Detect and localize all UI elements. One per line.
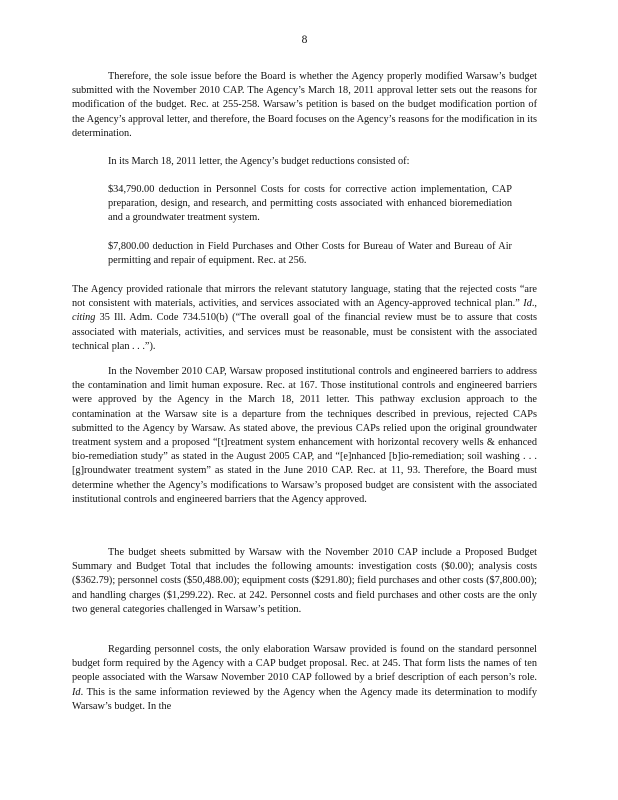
document-page (72, 0, 537, 800)
paragraph-agency-rationale (72, 283, 537, 354)
paragraph-november-cap: In the November 2010 CAP, Warsaw proposed institutional controls and engineered barriers to address the contamination and limit human exposure. Rec. at 167. Those institutional controls and engineered barriers were approved by the Agency in the March 18, 2011 letter. This pathway exclusion approach to the contamination at the Warsaw site is a departure from the techniques described in previous, rejected CAPs submitted to the Agency by Warsaw. As stated above, the previous CAPs relied upon the original groundwater treatment system and a proposed “[t]reatment system enhancement with horizontal recovery wells & enhanced bio-remediation study” as stated in the August 2005 CAP, and “[e]nhanced [b]io-remediation; soil washing . . . [g]roundwater treatment system” as stated in the June 2010 CAP. Rec. at 11, 93. Therefore, the Board must determine whether the Agency’s modifications to Warsaw’s proposed budget are consistent with the associated institutional controls and engineered barriers that the Agency approved. (72, 366, 537, 505)
citation-separator: ., (531, 298, 537, 310)
paragraph-budget-reductions-intro: In its March 18, 2011 letter, the Agency’s budget reductions consisted of: (108, 156, 410, 167)
rationale-citation-text: 35 Ill. Adm. Code 734.510(b) (“The overall goal of the financial review must be to assure that costs associated with materials, activities, and services must be reasonable, must be consistent with the associated technical plan . . .”). (72, 312, 537, 352)
paragraph-personnel-costs (72, 643, 537, 714)
personnel-costs-text: Regarding personnel costs, the only elaboration Warsaw provided is found on the standard personnel budget form required by the Agency with a CAP budget proposal. Rec. at 245. That form lists the names of ten people associated with the Warsaw November 2010 CAP followed by a brief description of each person’s role. (72, 644, 537, 684)
budget-reduction-personnel: $34,790.00 deduction in Personnel Costs for costs for corrective action implementation, CAP preparation, design, and research, and permitting costs associated with enhanced bioremediation and a groundwater treatment system. (108, 184, 512, 224)
personnel-costs-continued: . This is the same information reviewed by the Agency when the Agency made its determination to modify Warsaw’s budget. In the (72, 686, 537, 712)
citation-id: Id (523, 298, 532, 310)
paragraph-budget-sheets: The budget sheets submitted by Warsaw with the November 2010 CAP include a Proposed Budget Summary and Budget Total that includes the following amounts: investigation costs ($0.00); analysis costs ($362.79); personnel costs ($50,488.00); equipment costs ($291.80); field purchases and other costs ($7,800.00); and handling charges ($1,299.22). Rec. at 242. Personnel costs and field purchases and other costs are the only two general categories challenged in Warsaw’s petition. (72, 547, 537, 615)
citation-citing: citing (72, 312, 96, 324)
page-number: 8 (301, 34, 308, 46)
rationale-text: The Agency provided rationale that mirrors the relevant statutory language, stating that the rejected costs “are not consistent with materials, activities, and services associated with an Agency-approved technical plan.” (72, 284, 537, 310)
paragraph-sole-issue: Therefore, the sole issue before the Board is whether the Agency properly modified Warsaw’s budget submitted with the November 2010 CAP. The Agency’s March 18, 2011 approval letter sets out the reasons for modification of the budget. Rec. at 255-258. Warsaw’s petition is based on the budget modification portion of the Agency’s approval letter, and therefore, the Board focuses on the Agency’s reasons for the modification in its determination. (72, 71, 537, 139)
budget-reduction-field-purchases: $7,800.00 deduction in Field Purchases and Other Costs for Bureau of Water and Bureau of Air permitting and repair of equipment. Rec. at 256. (108, 241, 512, 267)
citation-id: Id (72, 686, 81, 698)
